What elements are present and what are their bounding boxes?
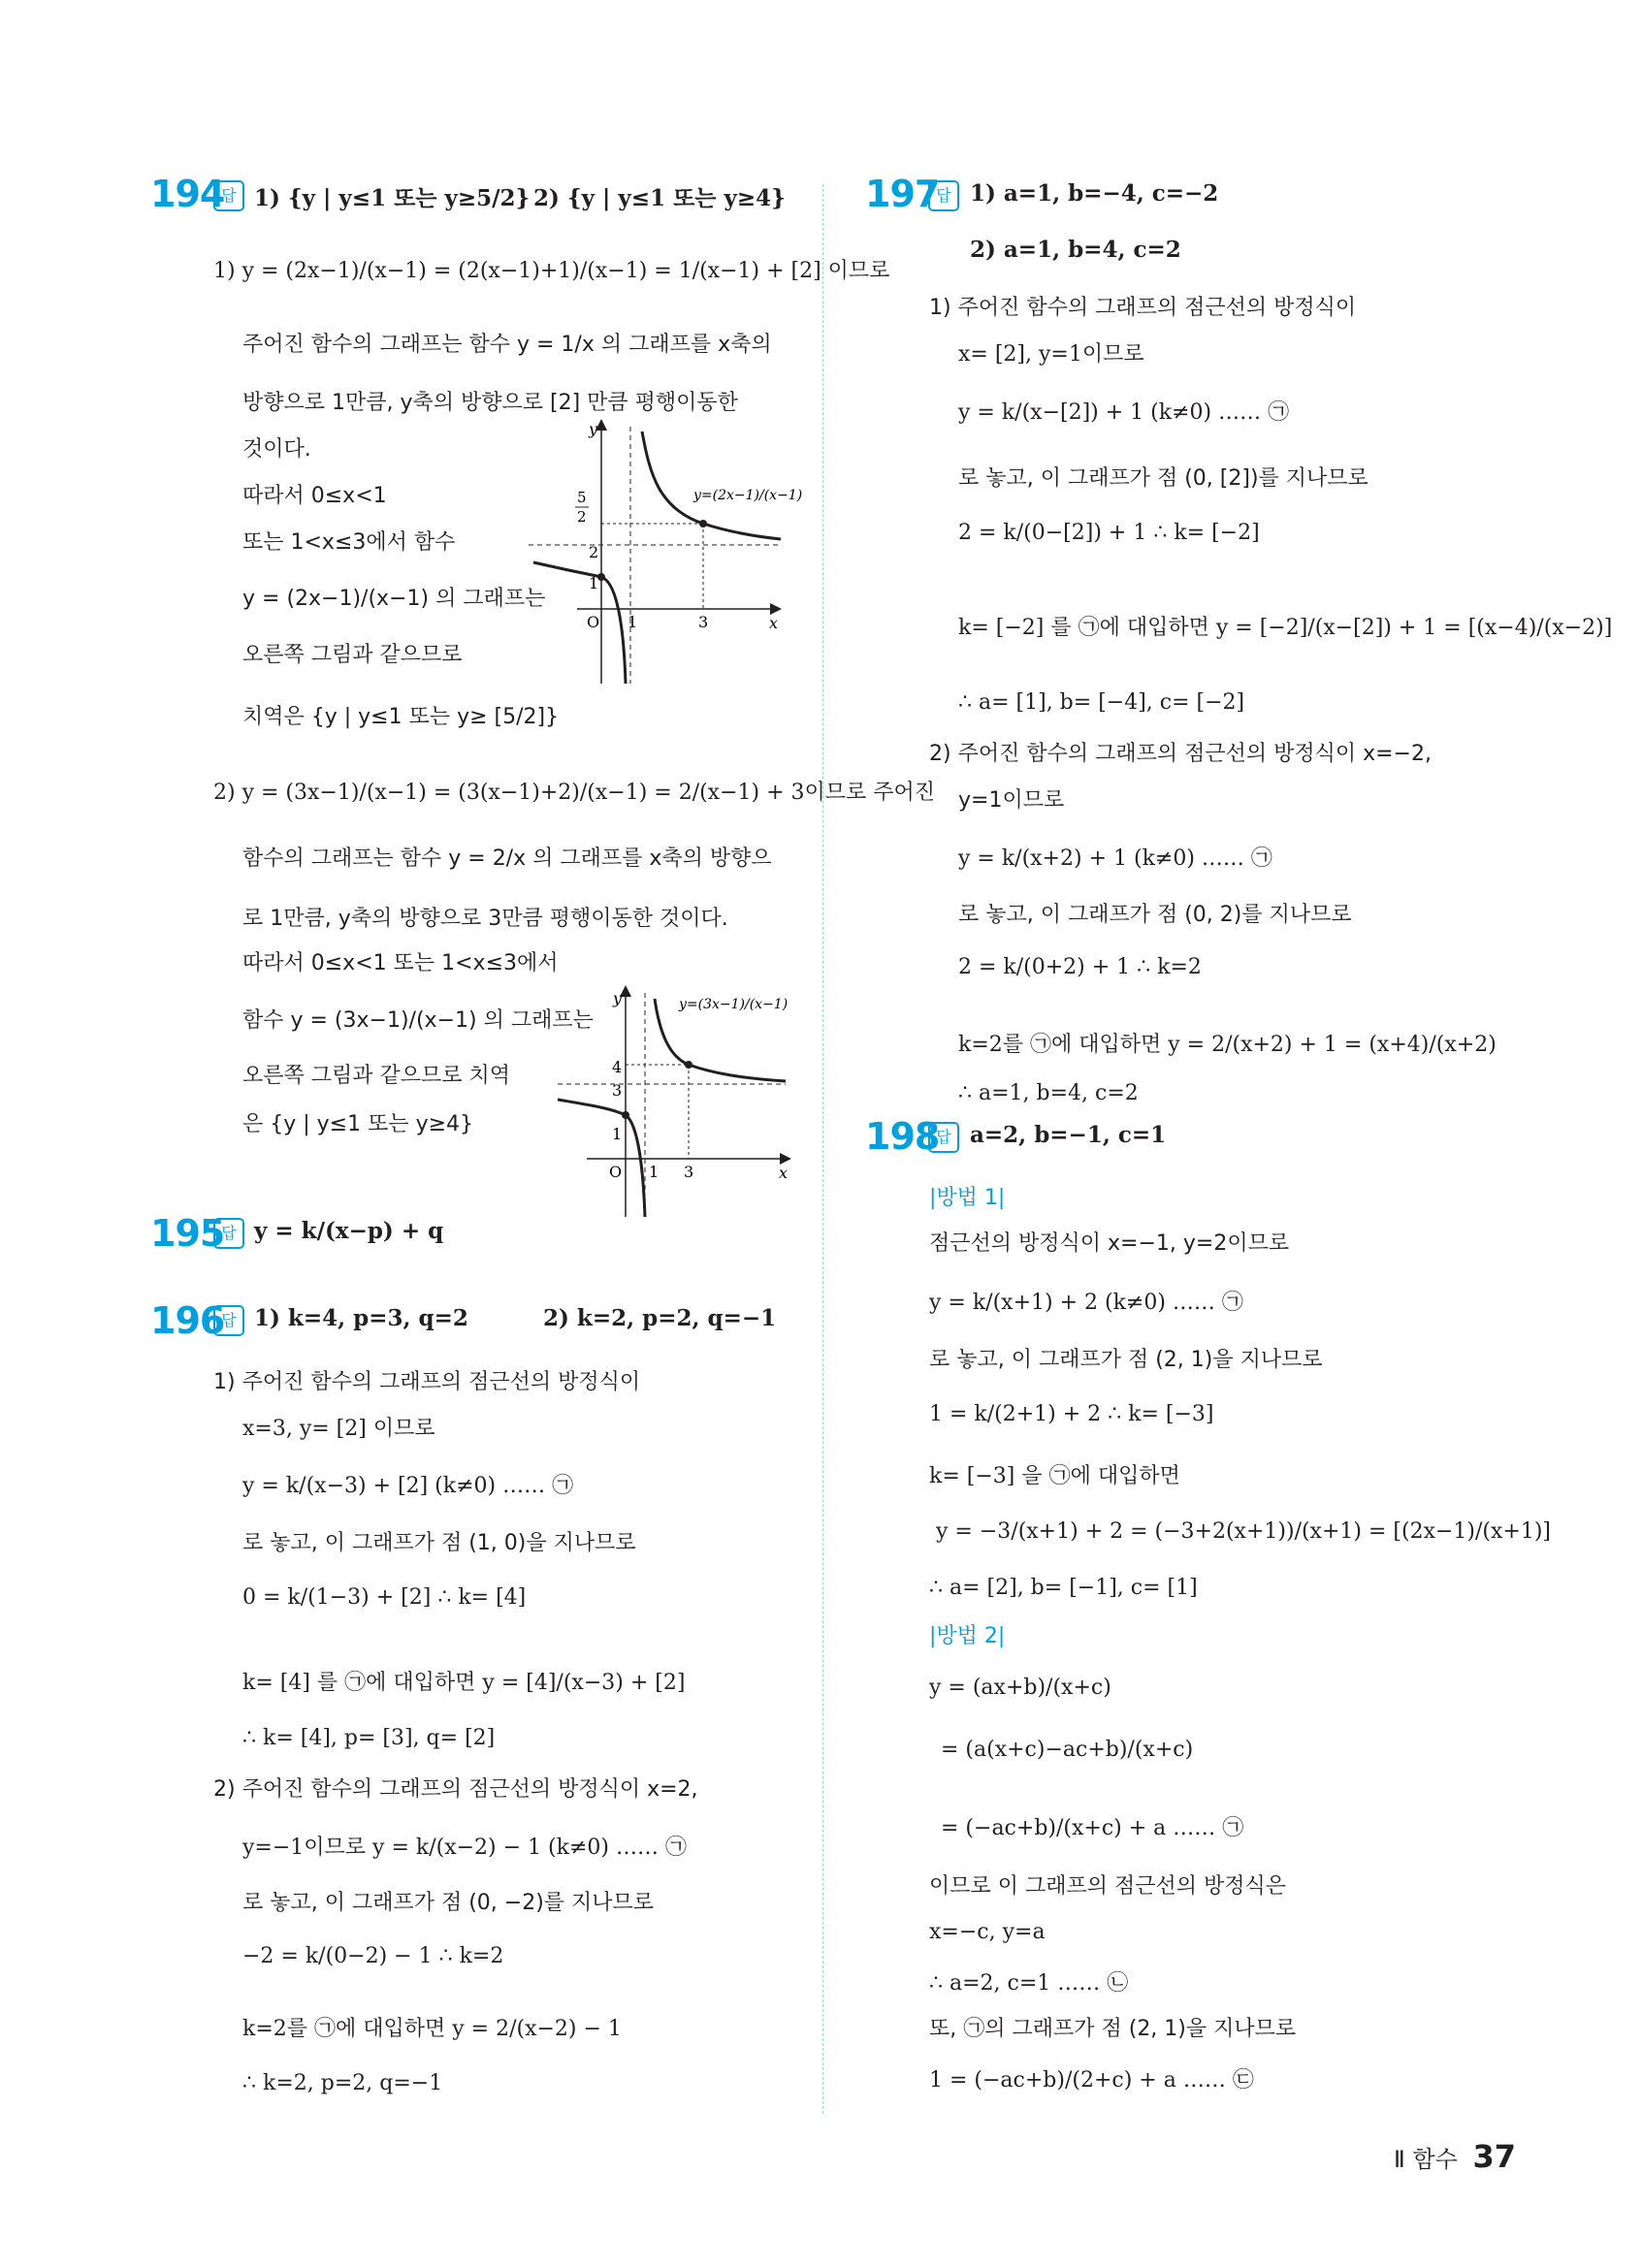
solution-line: = (a(x+c)−ac+b)/(x+c)	[941, 1738, 1194, 1762]
solution-line: 또는 1<x≤3에서 함수	[242, 530, 456, 555]
solution-line: y = (2x−1)/(x−1) 의 그래프는	[242, 587, 546, 611]
solution-line: y = −3/(x+1) + 2 = (−3+2(x+1))/(x+1) = [(2x−1)/(x+1)]	[936, 1519, 1551, 1544]
solution-line: 로 놓고, 이 그래프가 점 (0, [2])를 지나므로	[958, 466, 1368, 491]
solution-line: 2 = k/(0+2) + 1 ∴ k=2	[958, 955, 1202, 979]
solution-line: 1) 주어진 함수의 그래프의 점근선의 방정식이	[929, 296, 1357, 320]
solution-line: 로 놓고, 이 그래프가 점 (1, 0)을 지나므로	[242, 1531, 636, 1555]
answer-text: 2) {y | y≤1 또는 y≥4}	[533, 185, 786, 211]
solution-line: 로 1만큼, y축의 방향으로 3만큼 평행이동한 것이다.	[242, 907, 728, 931]
column-divider	[822, 184, 823, 2114]
problem-number: 196	[150, 1299, 225, 1342]
tick-label: 1	[628, 613, 638, 631]
x-label: x	[769, 614, 779, 632]
solution-line: y = (ax+b)/(x+c)	[929, 1676, 1111, 1700]
tick-label: 1	[649, 1163, 660, 1181]
solution-line: 또, ㉠의 그래프가 점 (2, 1)을 지나므로	[929, 2017, 1297, 2041]
solution-line: x=3, y= [2] 이므로	[242, 1417, 435, 1441]
solution-line: y = k/(x−3) + [2] (k≠0) …… ㉠	[242, 1474, 574, 1498]
answer-text: a=2, b=−1, c=1	[970, 1122, 1167, 1148]
solution-line: ∴ k=2, p=2, q=−1	[242, 2071, 443, 2095]
solution-line: y = k/(x+1) + 2 (k≠0) …… ㉠	[929, 1291, 1243, 1315]
solution-line: 로 놓고, 이 그래프가 점 (0, −2)를 지나므로	[242, 1891, 655, 1915]
solution-line: 것이다.	[242, 437, 311, 462]
answer-text: y = k/(x−p) + q	[254, 1218, 444, 1244]
answer-text: 2) a=1, b=4, c=2	[970, 237, 1181, 263]
tick-label: 2	[577, 508, 587, 526]
curve-equation: y=(2x−1)/(x−1)	[693, 488, 803, 503]
solution-line: 함수 y = (3x−1)/(x−1) 의 그래프는	[242, 1008, 594, 1033]
answer-text: 1) a=1, b=−4, c=−2	[970, 180, 1219, 207]
tick-label: 2	[589, 543, 599, 561]
solution-line: 점근선의 방정식이 x=−1, y=2이므로	[929, 1231, 1290, 1256]
answer-badge: 답	[928, 1122, 959, 1153]
solution-line: 주어진 함수의 그래프는 함수 y = 1/x 의 그래프를 x축의	[242, 333, 772, 357]
tick-label: 1	[589, 574, 599, 592]
solution-line: 치역은 {y | y≤1 또는 y≥ [5/2]}	[242, 705, 560, 729]
method-label: |방법 1|	[929, 1186, 1006, 1210]
solution-line: y = k/(x+2) + 1 (k≠0) …… ㉠	[958, 847, 1272, 871]
solution-line: k=2를 ㉠에 대입하면 y = 2/(x−2) − 1	[242, 2017, 622, 2041]
solution-line: 로 놓고, 이 그래프가 점 (0, 2)를 지나므로	[958, 903, 1352, 927]
answer-badge: 답	[213, 1305, 244, 1336]
tick-label: 1	[612, 1125, 623, 1143]
solution-line: 0 = k/(1−3) + [2] ∴ k= [4]	[242, 1585, 527, 1610]
solution-line: y=1이므로	[958, 788, 1065, 813]
solution-line: x=−c, y=a	[929, 1920, 1046, 1944]
answer-text: 1) {y | y≤1 또는 y≥5/2}	[254, 185, 531, 211]
solution-line: k= [−2] 를 ㉠에 대입하면 y = [−2]/(x−[2]) + 1 = [(x−4)/(x−2)]	[958, 616, 1613, 640]
solution-line: 따라서 0≤x<1 또는 1<x≤3에서	[242, 951, 559, 975]
page-footer	[1394, 2138, 1516, 2175]
solution-line: = (−ac+b)/(x+c) + a …… ㉠	[941, 1816, 1244, 1840]
solution-line: 2 = k/(0−[2]) + 1 ∴ k= [−2]	[958, 521, 1260, 545]
answer-badge: 답	[213, 1218, 244, 1249]
solution-line: k= [4] 를 ㉠에 대입하면 y = [4]/(x−3) + [2]	[242, 1671, 686, 1695]
answer-text: 1) k=4, p=3, q=2	[254, 1305, 468, 1331]
solution-line: ∴ a= [2], b= [−1], c= [1]	[929, 1576, 1198, 1600]
graph-1	[519, 417, 803, 688]
tick-label: 5	[577, 489, 587, 506]
curve-equation: y=(3x−1)/(x−1)	[679, 997, 789, 1012]
page-number: 37	[1472, 2138, 1516, 2175]
y-label: y	[589, 420, 598, 438]
tick-label: 3	[612, 1081, 623, 1100]
tick-label: 4	[612, 1058, 623, 1076]
solution-line: y=−1이므로 y = k/(x−2) − 1 (k≠0) …… ㉠	[242, 1836, 687, 1860]
answer-badge: 답	[213, 180, 244, 211]
problem-number: 197	[865, 173, 940, 215]
solution-line: ∴ k= [4], p= [3], q= [2]	[242, 1726, 496, 1750]
solution-line: k=2를 ㉠에 대입하면 y = 2/(x+2) + 1 = (x+4)/(x+2)	[958, 1033, 1497, 1057]
solution-line: 은 {y | y≤1 또는 y≥4}	[242, 1112, 474, 1136]
tick-label: 3	[684, 1163, 694, 1181]
solution-line: 2) y = (3x−1)/(x−1) = (3(x−1)+2)/(x−1) = 2/(x−1) + 3이므로 주어진	[213, 781, 936, 805]
solution-line: 2) 주어진 함수의 그래프의 점근선의 방정식이 x=−2,	[929, 742, 1432, 766]
solution-line: 1 = (−ac+b)/(2+c) + a …… ㉢	[929, 2068, 1254, 2092]
solution-line: 이므로 이 그래프의 점근선의 방정식은	[929, 1874, 1287, 1899]
solution-line: ∴ a= [1], b= [−4], c= [−2]	[958, 690, 1245, 715]
curve-left	[533, 562, 626, 684]
solution-line: 1 = k/(2+1) + 2 ∴ k= [−3]	[929, 1402, 1214, 1426]
problem-number: 195	[150, 1212, 225, 1255]
chapter-label: Ⅱ 함수	[1394, 2146, 1458, 2173]
answer-badge: 답	[928, 180, 959, 211]
solution-line: ∴ a=1, b=4, c=2	[958, 1081, 1139, 1105]
tick-label: 3	[698, 613, 709, 631]
solution-line: 오른쪽 그림과 같으므로	[242, 643, 463, 667]
solution-line: 함수의 그래프는 함수 y = 2/x 의 그래프를 x축의 방향으	[242, 847, 772, 871]
solution-line: ∴ a=2, c=1 …… ㉡	[929, 1971, 1129, 1996]
method-label: |방법 2|	[929, 1624, 1006, 1648]
solution-line: 1) 주어진 함수의 그래프의 점근선의 방정식이	[213, 1370, 641, 1394]
solution-line: −2 = k/(0−2) − 1 ∴ k=2	[242, 1944, 504, 1968]
solution-line: x= [2], y=1이므로	[958, 342, 1144, 367]
solution-line: 방향으로 1만큼, y축의 방향으로 [2] 만큼 평행이동한	[242, 391, 738, 415]
solution-line: k= [−3] 을 ㉠에 대입하면	[929, 1464, 1180, 1488]
y-label: y	[613, 989, 623, 1007]
problem-number: 194	[150, 173, 225, 215]
graph-2	[548, 979, 800, 1222]
solution-line: 2) 주어진 함수의 그래프의 점근선의 방정식이 x=2,	[213, 1777, 698, 1802]
origin-label: O	[587, 613, 600, 631]
curve-right	[642, 431, 781, 539]
origin-label: O	[609, 1163, 623, 1181]
solution-line: 로 놓고, 이 그래프가 점 (2, 1)을 지나므로	[929, 1348, 1323, 1372]
solution-line: y = k/(x−[2]) + 1 (k≠0) …… ㉠	[958, 400, 1290, 425]
x-label: x	[779, 1164, 789, 1182]
problem-number: 198	[865, 1115, 940, 1158]
answer-text: 2) k=2, p=2, q=−1	[543, 1305, 777, 1331]
solution-line: 오른쪽 그림과 같으므로 치역	[242, 1064, 511, 1088]
solution-line: 따라서 0≤x<1	[242, 484, 387, 508]
solution-line: 1) y = (2x−1)/(x−1) = (2(x−1)+1)/(x−1) = 1/(x−1) + [2] 이므로	[213, 259, 890, 283]
